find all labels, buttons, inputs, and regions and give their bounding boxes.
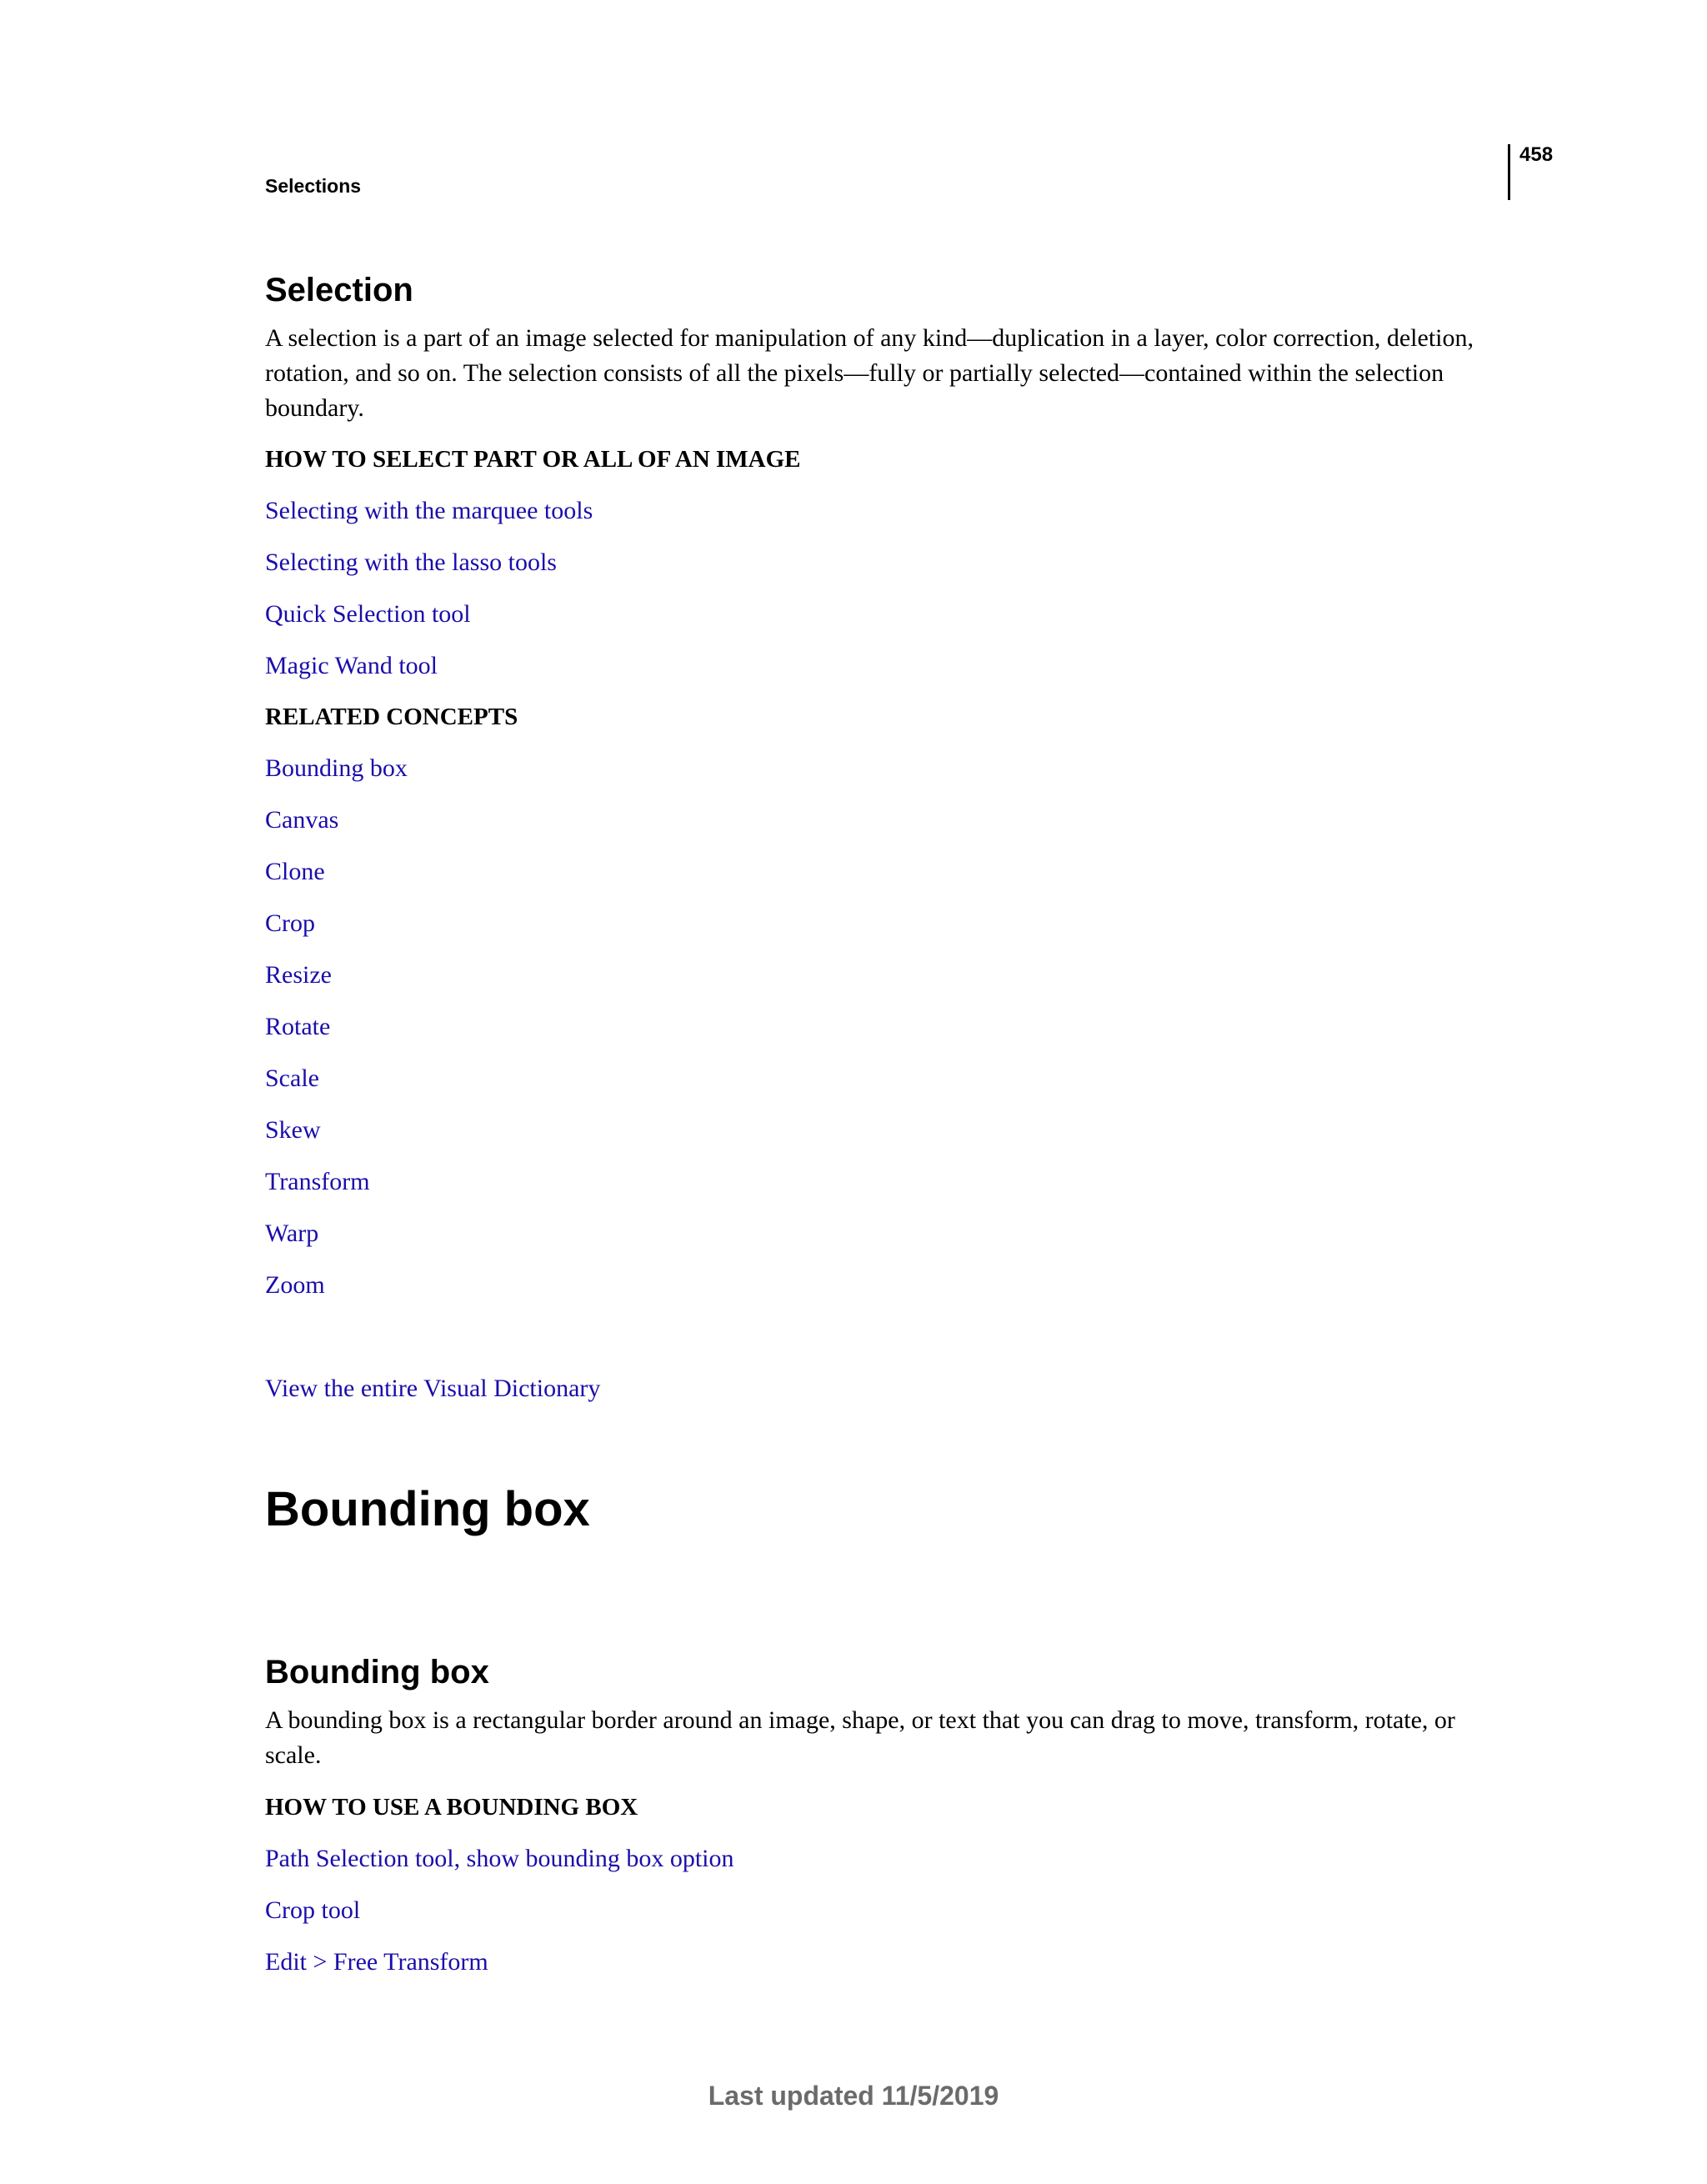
link-zoom[interactable]: Zoom [265,1271,325,1299]
link-marquee-tools[interactable]: Selecting with the marquee tools [265,497,593,524]
bounding-box-howto-heading: HOW TO USE A BOUNDING BOX [265,1794,638,1821]
link-free-transform[interactable]: Edit > Free Transform [265,1948,488,1976]
link-resize[interactable]: Resize [265,961,332,989]
link-magic-wand-tool[interactable]: Magic Wand tool [265,652,438,679]
link-warp[interactable]: Warp [265,1220,319,1247]
link-path-selection-tool[interactable]: Path Selection tool, show bounding box option [265,1845,734,1872]
link-crop-tool[interactable]: Crop tool [265,1896,361,1924]
link-scale[interactable]: Scale [265,1064,319,1092]
selection-section-title: Selection [265,272,413,308]
link-crop[interactable]: Crop [265,909,315,937]
link-quick-selection-tool[interactable]: Quick Selection tool [265,600,471,628]
link-view-visual-dictionary[interactable]: View the entire Visual Dictionary [265,1375,601,1402]
selection-definition: A selection is a part of an image selected for manipulation of any kind—duplication in a layer, color correction, deletion, rotation, and so on. The selection consists of all the pixels—fully or partially selected—contained within the selection boundary. [265,324,1474,422]
link-transform[interactable]: Transform [265,1168,370,1195]
running-head: Selections [265,175,362,197]
page-number: 458 [1519,143,1554,166]
link-bounding-box[interactable]: Bounding box [265,754,408,782]
link-lasso-tools[interactable]: Selecting with the lasso tools [265,549,557,576]
header-divider [1508,144,1510,200]
related-concepts-heading: RELATED CONCEPTS [265,704,518,730]
bounding-box-definition: A bounding box is a rectangular border around an image, shape, or text that you can drag to move, transform, rotate, or scale. [265,1706,1455,1769]
link-clone[interactable]: Clone [265,858,325,885]
link-rotate[interactable]: Rotate [265,1013,331,1040]
last-updated-footer: Last updated 11/5/2019 [708,2081,999,2111]
bounding-box-chapter-title: Bounding box [265,1482,590,1536]
link-skew[interactable]: Skew [265,1116,321,1144]
bounding-box-section-title: Bounding box [265,1654,489,1691]
link-canvas[interactable]: Canvas [265,806,339,834]
selection-howto-heading: HOW TO SELECT PART OR ALL OF AN IMAGE [265,446,801,473]
